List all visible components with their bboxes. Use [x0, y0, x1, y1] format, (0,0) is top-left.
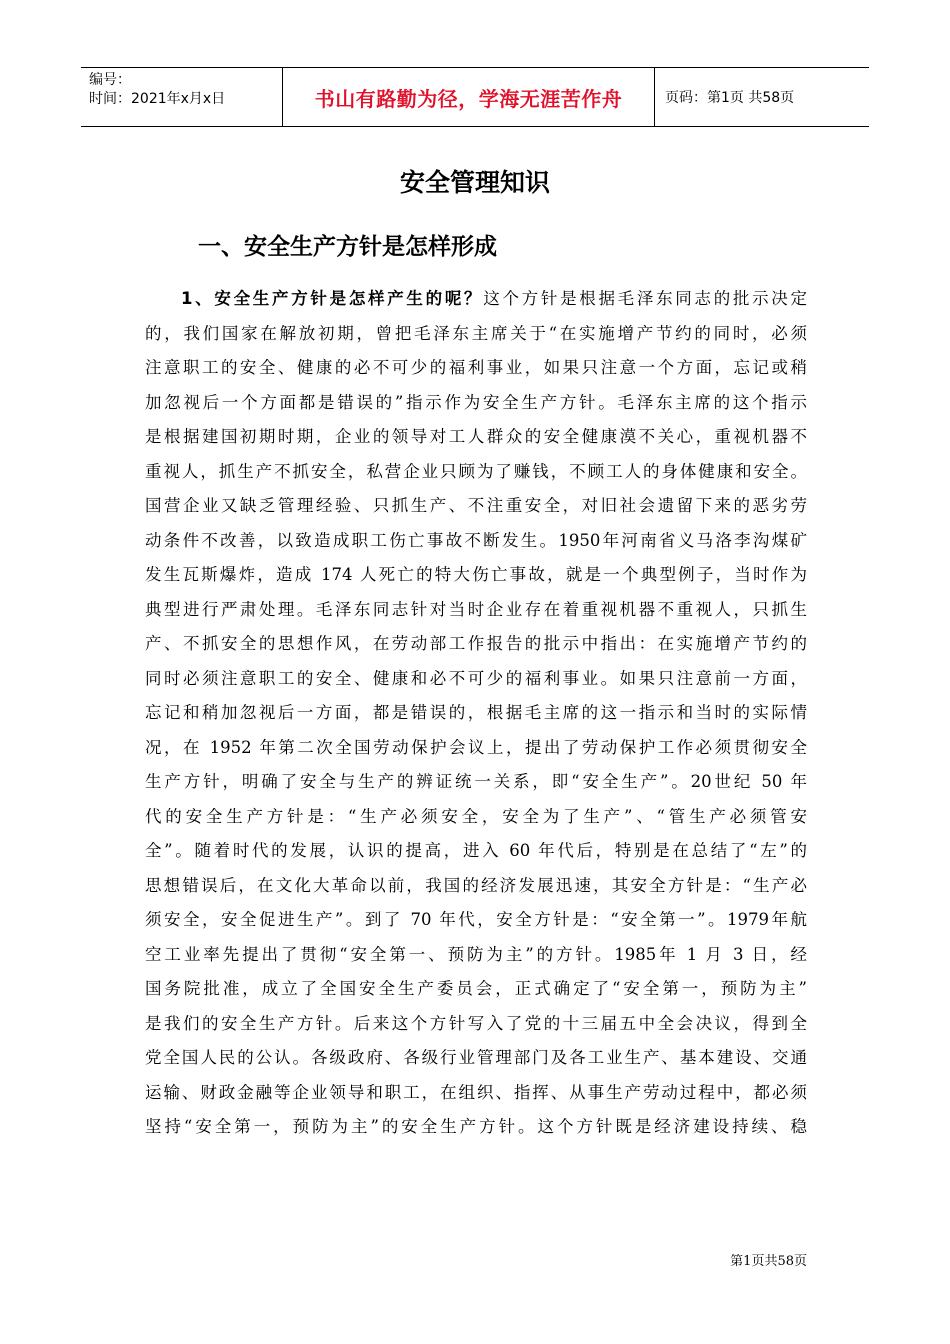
header-page-number: 页码：第1页 共58页 [665, 90, 795, 106]
paragraph-line: 全”。随着时代的发展，认识的提高，进入 60 年代后，特别是在总结了“左”的 [145, 841, 807, 860]
paragraph-line: 产、不抓安全的思想作风，在劳动部工作报告的批示中指出：在实施增产节约的 [145, 634, 807, 653]
paragraph-line: 国务院批准，成立了全国安全生产委员会，正式确定了“安全第一，预防为主” [145, 979, 807, 998]
paragraph-line: 注意职工的安全、健康的必不可少的福利事业，如果只注意一个方面，忘记或稍 [145, 358, 807, 377]
section-heading: 一、安全生产方针是怎样形成 [198, 234, 497, 260]
paragraph-line: 空工业率先提出了贯彻“安全第一、预防为主”的方针。1985年 1 月 3 日，经 [145, 944, 807, 964]
paragraph-line: 是我们的安全生产方针。后来这个方针写入了党的十三届五中全会决议，得到全 [145, 1013, 807, 1033]
document-date-label: 时间：2021年x月x日 [89, 91, 226, 107]
paragraph-line: 是根据建国初期时期，企业的领导对工人群众的安全健康漠不关心，重视机器不 [145, 427, 807, 446]
paragraph-line: 运输、财政金融等企业领导和职工，在组织、指挥、从事生产劳动过程中，都必须 [145, 1082, 807, 1102]
body-paragraph [145, 282, 807, 1145]
page-footer: 第1页共58页 [730, 1254, 807, 1269]
paragraph-line: 忘记和稍加忽视后一方面，都是错误的，根据毛主席的这一指示和当时的实际情 [145, 703, 807, 722]
document-title: 安全管理知识 [399, 168, 550, 197]
paragraph-line: 同时必须注意职工的安全、健康和必不可少的福利事业。如果只注意前一方面， [145, 668, 807, 688]
paragraph-line: 动条件不改善，以致造成职工伤亡事故不断发生。1950年河南省义马洛李沟煤矿 [145, 530, 807, 550]
paragraph-line: 况，在 1952 年第二次全国劳动保护会议上，提出了劳动保护工作必须贯彻安全 [145, 737, 807, 757]
paragraph-line: 代的安全生产方针是：“生产必须安全，安全为了生产”、“管生产必须管安 [145, 806, 807, 826]
paragraph-line: 典型进行严肃处理。毛泽东同志针对当时企业存在着重视机器不重视人，只抓生 [145, 599, 807, 619]
paragraph-line: 发生瓦斯爆炸，造成 174 人死亡的特大伤亡事故，就是一个典型例子，当时作为 [145, 565, 807, 584]
paragraph-line: 重视人，抓生产不抓安全，私营企业只顾为了赚钱，不顾工人的身体健康和安全。 [145, 461, 807, 481]
header-motto: 书山有路勤为径，学海无涯苦作舟 [282, 68, 655, 126]
paragraph-line-text: 这个方针是根据毛泽东同志的批示决定 [483, 289, 807, 308]
paragraph-line: 生产方针，明确了安全与生产的辨证统一关系，即“安全生产”。20世纪 50 年 [145, 772, 807, 791]
paragraph-line: 的，我们国家在解放初期，曾把毛泽东主席关于“在实施增产节约的同时，必须 [145, 323, 807, 343]
paragraph-lead: 1、安全生产方针是怎样产生的呢？ [181, 289, 484, 308]
paragraph-line: 须安全，安全促进生产”。到了 70 年代，安全方针是：“安全第一”。1979年航 [145, 910, 807, 929]
document-number-label: 编号： [89, 72, 131, 88]
paragraph-line: 国营企业又缺乏管理经验、只抓生产、不注重安全，对旧社会遗留下来的恶劣劳 [145, 496, 807, 515]
paragraph-line-1 [145, 282, 807, 317]
paragraph-line: 思想错误后，在文化大革命以前，我国的经济发展迅速，其安全方针是：“生产必 [145, 875, 807, 895]
paragraph-line: 坚持“安全第一，预防为主”的安全生产方针。这个方针既是经济建设持续、稳 [145, 1117, 807, 1136]
header-table [81, 67, 869, 127]
paragraph-line: 加忽视后一个方面都是错误的”指示作为安全生产方针。毛泽东主席的这个指示 [145, 392, 807, 412]
paragraph-line: 党全国人民的公认。各级政府、各级行业管理部门及各工业生产、基本建设、交通 [145, 1048, 807, 1067]
header-meta-cell [81, 68, 282, 126]
